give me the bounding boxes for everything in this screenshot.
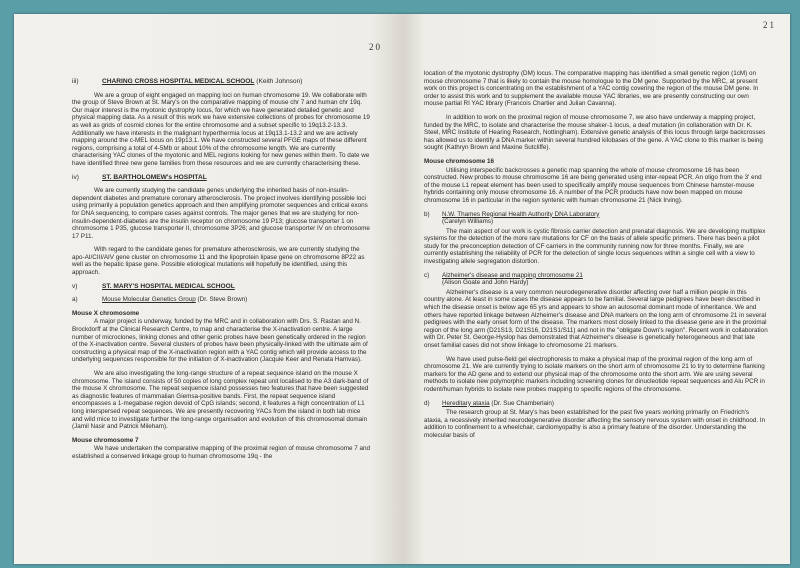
right-page-content [424,70,768,446]
section-lead: (Keith Johnson) [256,78,303,85]
subsection-number: c) [424,271,430,279]
subsection-title: Hereditary ataxia [442,399,490,407]
document-spread [14,14,790,564]
paragraph: We have undertaken the comparative mapping of the proximal region of mouse chromosome 7 and established a conserved linkage group to human chromosome 19q - the [72,445,371,460]
subsection-heading-a [72,296,372,304]
paragraph: We have used pulse-field gel electrophoresis to make a physical map of the proximal region of the long arm of chromosome 21. We are currently trying to isolate markers on the short arm of chromosome 21 to try to determine flanking markers for the AD gene and to extend our physical map of the chromosome onto the short arm. We are using several methods to isolate new polymorphic markers including screening clones for dinucleotide repeat sequences and Alu PCR in rodent/human hybrids to isolate new probes mapping to specific regions of the chromosome. [424,355,765,393]
paragraph: The main aspect of our work is cystic fibrosis carrier detection and prenatal diagnosis. We are developing multiplex systems for the detection of the more rare mutations for CF on the basis of allele specific primers. There has been a pilot study for the preconception detection of CF carriers in the community running now for three months. Finally, we are currently establishing the reliability of PCR for the detection of single locus sequences within a single cell with a view to investigating allele segregation distortion. [424,227,766,266]
subsection-heading-c [424,272,768,287]
section-heading-iii [72,78,372,86]
paragraph: location of the myotonic dystrophy (DM) locus. The comparative mapping has identified a small genetic region (1cM) on mouse chromosome 7 that is likely to contain the mouse homologue to the DM gene. Supported by the MRC, at present work on this project is concentrating on the establishment of a YAC contig covering the region of the mouse DM gene. In order to assist this work and to supplement the available mouse YAC libraries, we are presently constructing our own mouse partial RI YAC library (Francois Chartier and Julian Cavanna). [424,70,759,108]
topic-heading: Mouse X chromosome [72,309,140,317]
subsection-lead: (Carelyn Williams) [442,218,494,226]
section-heading-v [72,283,372,291]
section-title: ST. MARY'S HOSPITAL MEDICAL SCHOOL [102,282,235,290]
subsection-heading-d [424,400,768,408]
subsection-number: b) [424,210,430,218]
section-number: v) [72,282,78,290]
subsection-lead: (Dr. Sue Chamberlain) [491,399,555,407]
subsection-title: N.W. Thames Regional Health Authority DNA Laboratory [442,210,600,218]
subsection-title: Mouse Molecular Genetics Group [102,296,196,304]
subsection-lead: (Dr. Steve Brown) [197,296,248,304]
subsection-lead: (Alison Goate and John Hardy) [442,279,529,287]
right-page [402,14,790,564]
section-number: iv) [72,173,79,181]
section-heading-iv [72,174,372,182]
paragraph: A major project is underway, funded by the MRC and in collaboration with Drs. S. Rastan and N. Brockdorff at the Clinical Research Centre, to map and characterise the X-inactivation centre. A large number of microclones, linking clones and other genic probes have been genetically ordered in the region of the X-inactivation centre. Several clusters of probes have been physically-linked with the ultimate aim of constructing a physical map of the X-inactivation region with a YAC contig which will provide access to the underlying sequences responsible for the initiation of X-inactivation (Jacquie Keer and Renata Hamvas). [72,318,368,364]
paragraph: Alzheimer's disease is a very common neurodegenerative disorder affecting over half a million people in this country alone. At least in some cases the disease appears to be familial. Several large pedigrees have been described in which the disease onset is below age 65 yrs and appears to show an autosomal dominant mode of inheritance. We and others have reported linkage between Alzheimer's disease and DNA markers on the long arm of chromosome 21 in several pedigrees with the early onset form of the disease. The markers most closely linked to the disease gene are in the proximal region of the long arm (D21S13, D21S16, D21S1/S11) and not in the "obligate Down's region". Recent work in collaboration with Dr. Peter St. George-Hyslop has demonstrated that Alzheimer's disease is genetically heterogeneous and that late onset familial cases did not show linkage to chromosome 21 markers. [424,288,768,349]
left-page [14,14,402,564]
page-number: 21 [763,20,776,30]
section-title: CHARING CROSS HOSPITAL MEDICAL SCHOOL [102,78,255,85]
subsection-number: a) [72,296,78,304]
paragraph: The research group at St. Mary's has been established for the past five years working primarily on Friedrich's ataxia, a recessively inherited neurodegenerative disorder affecting the sensory nervous system with onset in childhood. In addition to confinement to a wheelchair, cardiomyopathy is also a primary feature of the disorder. Understanding the molecular basis of [424,409,766,439]
section-number: iii) [72,78,79,85]
page-number: 20 [369,42,382,52]
paragraph: We are a group of eight engaged on mapping loci on human chromosome 19. We collaborate with the group of Steve Brown at St. Mary's on the comparative mapping of mouse chr 7 and human chr 19q. Our major interest is the myotonic dystrophy locus, for which we have generated detailed genetic and physical mapping data. As a result of this work we have extensive collections of probes for chromosome 19 as well as grids of cosmid clones for the entire chromosome and a subset specific to 19q13.2-13.3. Additionally we have interests in the malignant hyperthermia locus at 19q13.1-13.2 and we are actively mapping around the c-MEL locus on 19p13.1. We have constructed several PFGE maps of these different regions, comprising a total of 4-5Mb or about 10% of the chromosome length. We are currently characterising YAC clones of the myotonic and MEL regions looking for new genes within them. To date we have identified three new gene families from these resources and we are currently characterising these. [72,91,370,167]
topic-heading: Mouse chromosome 7 [72,436,139,444]
paragraph: With regard to the candidate genes for premature atherosclerosis, we are currently studying the apo-AI/CIII/AIV gene cluster on chromosome 11 and the lipoprotein lipase gene on chromosome 8P22 as well as the hepatic lipase gene. Possible etiological mutations will hopefully be identified, using this approach. [72,246,365,277]
topic-heading: Mouse chromosome 16 [424,157,494,165]
left-page-content [72,74,372,467]
subsection-title: Alzheimer's disease and mapping chromosome 21 [442,271,583,279]
subsection-heading-b [424,211,768,226]
paragraph: We are also investigating the long-range structure of a repeat sequence island on the mouse X chromosome. The island consists of 50 copies of long complex repeat unit localised to the A3 dark-band of the mouse X chromosome. The repeat sequence island possesses two features that have been suggested as diagnostic features of mammalian Giemsa-positive bands. First, the repeat sequence island encompasses a 1-megabase region devoid of CpG islands; second, it features a high concentration of L1 long interspersed repeat sequences. We are presently recovering YACs from the island in both lab mice and wild mice to investigate further the long-range organisation and evolution of this chromosomal domain (Jamil Nasir and Patrick Mileham). [72,370,369,431]
subsection-number: d) [424,399,430,407]
paragraph: We are currently studying the candidate genes underlying the inherited basis of non-insulin-dependent diabetes and premature coronary atherosclerosis. The project involves identifying possible loci using primarily a population genetics approach and then amplifying promoter sequences and critical exons for DNA sequencing, to compare cases against controls. The major genes that we are studying for non-insulin-dependent-diabetes are the insulin receptor on chromosome 19 P13; glucose transporter 1 on chromosome 1 P35, glucose transporter II, chromosome 3P26; and glucose transporter IV on chromosome 17 P11. [72,187,370,240]
paragraph: In addition to work on the proximal region of mouse chromosome 7, we also have underway a mapping project, funded by the MRC, to isolate and characterise the mouse shaker-1 locus, a deaf mutation (in collaboration with Dr. K. Steel, MRC Institute of Hearing Research, Nottingham). Extensive genetic analysis of this locus through large backcrosses has allowed us to identify a DNA marker within several hundred kilobases of the gene. A YAC clone to this marker is being sought (Kathryn Brown and Maxine Sutcliffe). [424,113,766,152]
section-title: ST. BARTHOLOMEW's HOSPITAL [102,173,207,181]
paragraph: Utilising interspecific backcrosses a genetic map spanning the whole of mouse chromosome 16 has been constructed. New probes to mouse chromosome 16 are being generated using inter-repeat PCR. An oligo from the 3' end of the mouse L1 repeat element has been used to specifically amplify mouse sequences from Chinese hamster-mouse hybrids containing only mouse chromosome 16. A number of the PCR products have now been mapped on mouse chromosome 16 in particular in the region syntenic with human chromosome 21 (Nick Irving). [424,166,762,204]
